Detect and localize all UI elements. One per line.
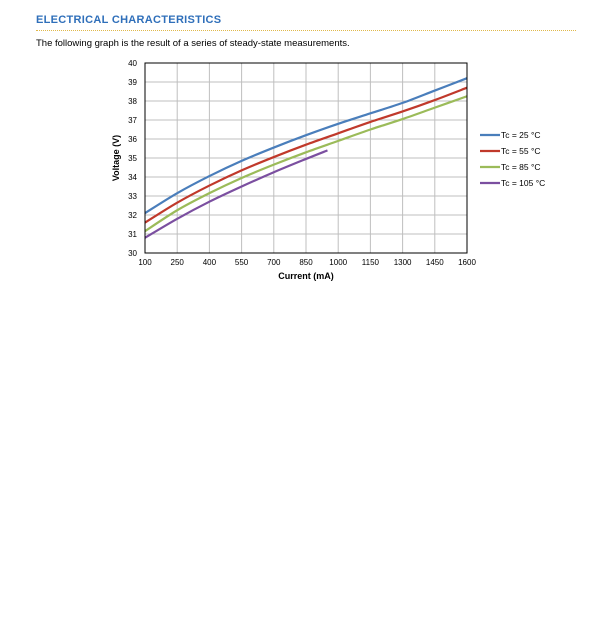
y-tick-label: 34 (128, 173, 137, 182)
y-tick-label: 30 (128, 249, 137, 258)
legend-entry: Tc = 55 °C (501, 146, 541, 156)
x-tick-label: 850 (299, 258, 313, 267)
y-tick-label: 39 (128, 78, 137, 87)
x-tick-label: 1000 (329, 258, 348, 267)
section-title: ELECTRICAL CHARACTERISTICS (36, 14, 222, 26)
y-tick-label: 38 (128, 97, 137, 106)
chart-ticks (128, 59, 476, 267)
intro-text: The following graph is the result of a series of steady-state measurements. (36, 38, 350, 49)
x-tick-label: 100 (138, 258, 152, 267)
legend-entry: Tc = 85 °C (501, 162, 541, 172)
x-tick-label: 1300 (393, 258, 412, 267)
y-tick-label: 31 (128, 230, 137, 239)
x-tick-label: 400 (202, 258, 217, 267)
x-tick-label: 1600 (458, 258, 476, 267)
legend-entry: Tc = 105 °C (501, 178, 546, 188)
x-tick-label: 1450 (425, 258, 444, 267)
y-tick-label: 36 (128, 135, 137, 144)
x-tick-label: 700 (267, 258, 281, 267)
y-tick-label: 33 (128, 192, 137, 201)
y-tick-label: 40 (128, 59, 137, 68)
x-tick-label: 550 (234, 258, 249, 267)
chart-legend (480, 130, 545, 188)
legend-entry: Tc = 25 °C (501, 130, 541, 140)
y-axis-label: Voltage (V) (111, 134, 121, 182)
x-axis-label: Current (mA) (278, 271, 334, 281)
y-tick-label: 35 (128, 154, 137, 163)
y-tick-label: 37 (128, 116, 137, 125)
y-tick-label: 32 (128, 211, 137, 220)
x-tick-label: 1150 (361, 258, 380, 267)
x-tick-label: 250 (170, 258, 184, 267)
